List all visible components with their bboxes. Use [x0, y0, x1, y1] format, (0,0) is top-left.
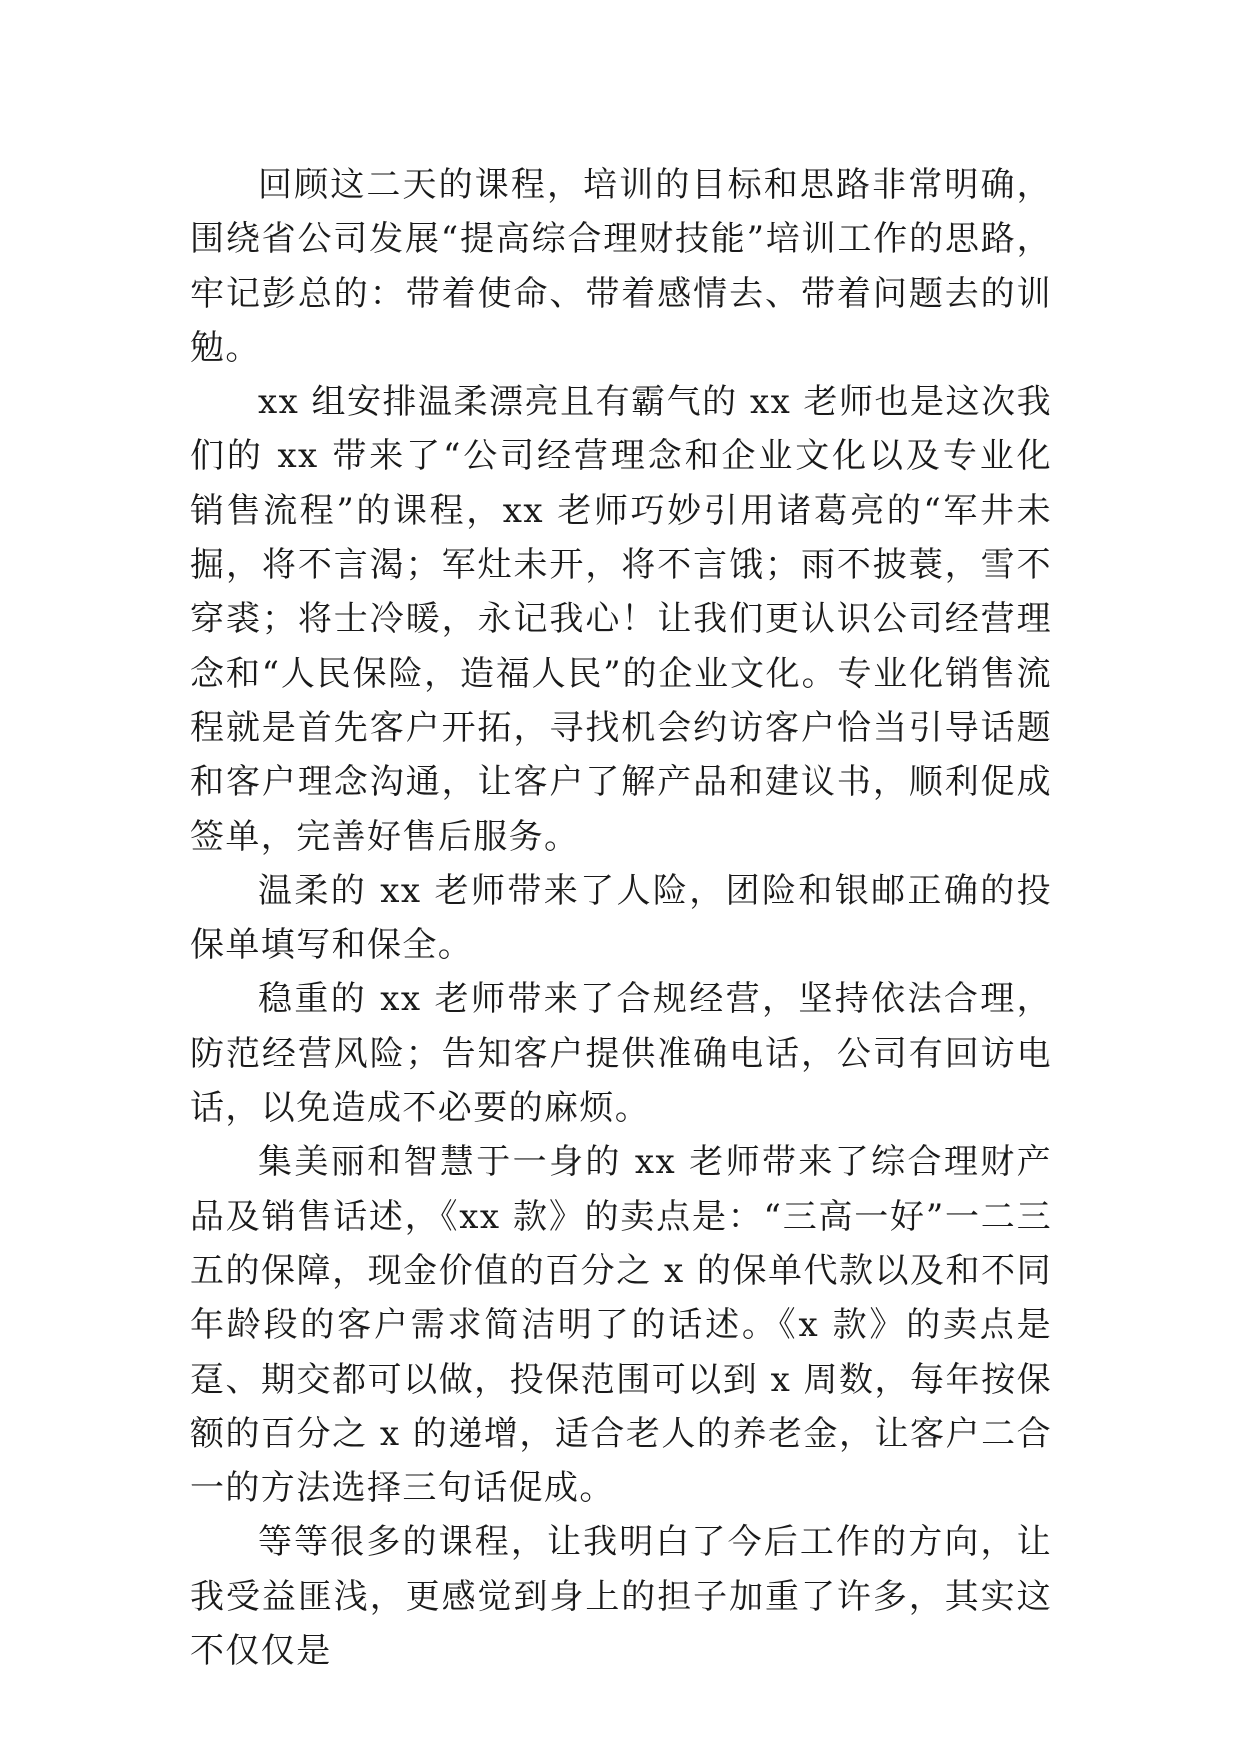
paragraph-product-pitch: 集美丽和智慧于一身的 xx 老师带来了综合理财产品及销售话述，《xx 款》的卖点是：“三高一好”一二三五的保障，现金价值的百分之 x 的保单代款以及和不同年龄段的客户需求简洁明了的话述。《x 款》的卖点是趸、期交都可以做，投保范围可以到 x 周数，每年按保额的百分之 x 的递增，适合老人的养老金，让客户二合一的方法选择三句话促成。 — [190, 1142, 1052, 1509]
paragraph-course-review: 回顾这二天的课程，培训的目标和思路非常明确，围绕省公司发展“提高综合理财技能”培训工作的思路，牢记彭总的：带着使命、带着感情去、带着问题去的训勉。 — [190, 165, 1052, 368]
paragraph-policy-forms: 温柔的 xx 老师带来了人险，团险和银邮正确的投保单填写和保全。 — [190, 870, 1052, 966]
paragraph-company-culture: xx 组安排温柔漂亮且有霸气的 xx 老师也是这次我们的 xx 带来了“公司经营理念和企业文化以及专业化销售流程”的课程，xx 老师巧妙引用诸葛亮的“军井未掘，将不言渴；军灶未开，将不言饿；雨不披蓑，雪不穿裘；将士冷暖，永记我心！让我们更认识公司经营理念和“人民保险，造福人民”的企业文化。专业化销售流程就是首先客户开拓，寻找机会约访客户恰当引导话题和客户理念沟通，让客户了解产品和建议书，顺利促成签单，完善好售后服务。 — [190, 382, 1052, 857]
paragraph-conclusion: 等等很多的课程，让我明白了今后工作的方向，让我受益匪浅，更感觉到身上的担子加重了许多，其实这不仅仅是 — [190, 1522, 1052, 1672]
paragraph-compliance: 稳重的 xx 老师带来了合规经营，坚持依法合理，防范经营风险；告知客户提供准确电话，公司有回访电话，以免造成不必要的麻烦。 — [190, 979, 1052, 1129]
document-body — [190, 158, 1052, 1678]
